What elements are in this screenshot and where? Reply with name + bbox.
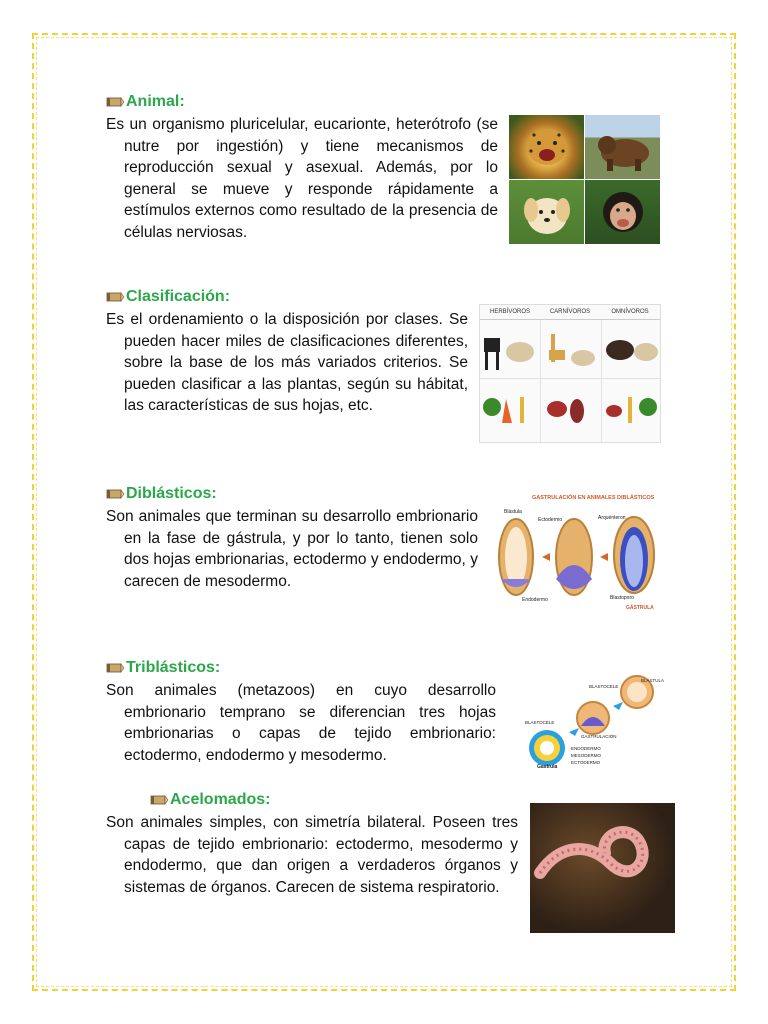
label-gastrula: GÁSTRULA (626, 605, 654, 611)
label-blastula: Blástula (504, 509, 522, 515)
section-triblasticos (106, 658, 496, 766)
section-heading (106, 484, 478, 504)
pencil-icon (106, 290, 124, 304)
animals-photo (509, 115, 660, 234)
label-gastrula: Gastrula (537, 764, 558, 770)
header-carnivoros: CARNÍVOROS (549, 309, 591, 315)
heading-clasificacion: Clasificación: (126, 288, 231, 305)
pencil-icon (106, 661, 124, 675)
diagram-title: GASTRULACIÓN EN ANIMALES DIBLÁSTICOS (532, 495, 655, 501)
paragraph-acelomados: Son animales simples, con simetría bilateral. Poseen tres capas de tejido embrionario: ectodermo, mesodermo y endodermo, que dan origen a verdaderos órganos y sistemas de órganos. Carecen de sistema respiratorio. (106, 814, 518, 896)
pencil-icon (106, 487, 124, 501)
paragraph-diblasticos: Son animales que terminan su desarrollo embrionario en la fase de gástrula, y por lo tanto, tienen solo dos hojas embrionarias, ectodermo y endodermo, y carecen de mesodermo. (106, 508, 478, 590)
header-omnivoros: OMNÍVOROS (611, 309, 649, 315)
label-blastula: BLÁSTULA (641, 678, 665, 683)
paragraph-animal: Es un organismo pluricelular, eucarionte, heterótrofo (se nutre por ingestión) y tiene mecanismos de reproducción sexual y asexual. Además, por lo general se mueve y responde rápidamente a estímulos externos como resultado de la presencia de células nerviosas. (106, 116, 498, 241)
heading-diblasticos: Diblásticos: (126, 485, 217, 502)
paragraph-clasificacion: Es el ordenamiento o la disposición por clases. Se pueden hacer miles de clasificaciones diferentes, sobre la base de los más variados criterios. Se pueden clasificar a las plantas, según su hábitat, las características de sus hojas, etc. (106, 311, 468, 415)
section-heading (106, 658, 496, 678)
mixed-food-image (602, 379, 662, 442)
section-acelomados (106, 790, 518, 898)
label-arquenteron: Arquénteron (598, 515, 626, 521)
vegetables-image (480, 379, 541, 442)
label-blastocele: BLASTOCELE (525, 720, 555, 725)
label-endodermo: ENDODERMO (571, 746, 601, 751)
paragraph-triblasticos: Son animales (metazoos) en cuyo desarrollo embrionario temprano se diferencian tres hojas embrionarias o capas de tejido embrionario: ectodermo, endodermo y mesodermo. (106, 682, 496, 764)
diblastic-gastrulation-diagram (494, 495, 660, 613)
label-mesodermo: MESODERMO (571, 753, 602, 758)
classification-table-figure (479, 304, 661, 443)
leopard-image (509, 115, 584, 179)
label-ectodermo: Ectodermo (538, 517, 563, 523)
label-gastrulacion: GASTRULACIÓN (581, 734, 617, 739)
section-heading (106, 287, 468, 307)
section-heading (150, 790, 518, 810)
header-herbivoros: HERBÍVOROS (489, 309, 530, 315)
bear-image (585, 115, 660, 179)
worm-photo (530, 803, 675, 933)
section-clasificacion (106, 287, 468, 417)
meat-image (541, 379, 602, 442)
label-blastocele-top: BLASTOCELE (589, 684, 619, 689)
section-heading (106, 92, 498, 112)
heading-triblasticos: Triblásticos: (126, 659, 221, 676)
puppy-image (509, 180, 584, 244)
heading-acelomados: Acelomados: (170, 791, 271, 808)
pencil-icon (150, 793, 168, 807)
boar-skull-image (602, 320, 662, 383)
pencil-icon (106, 95, 124, 109)
section-animal (106, 92, 498, 244)
heading-animal: Animal: (126, 93, 185, 110)
chimpanzee-image (585, 180, 660, 244)
label-ectodermo: ECTODERMO (571, 760, 601, 765)
section-diblasticos (106, 484, 478, 592)
cow-skull-image (480, 320, 541, 383)
label-blastoporo: Blastoporo (610, 595, 634, 601)
label-endodermo: Endodermo (522, 597, 548, 603)
giraffe-skull-image (541, 320, 602, 383)
triblastic-gastrulation-diagram (515, 672, 665, 772)
